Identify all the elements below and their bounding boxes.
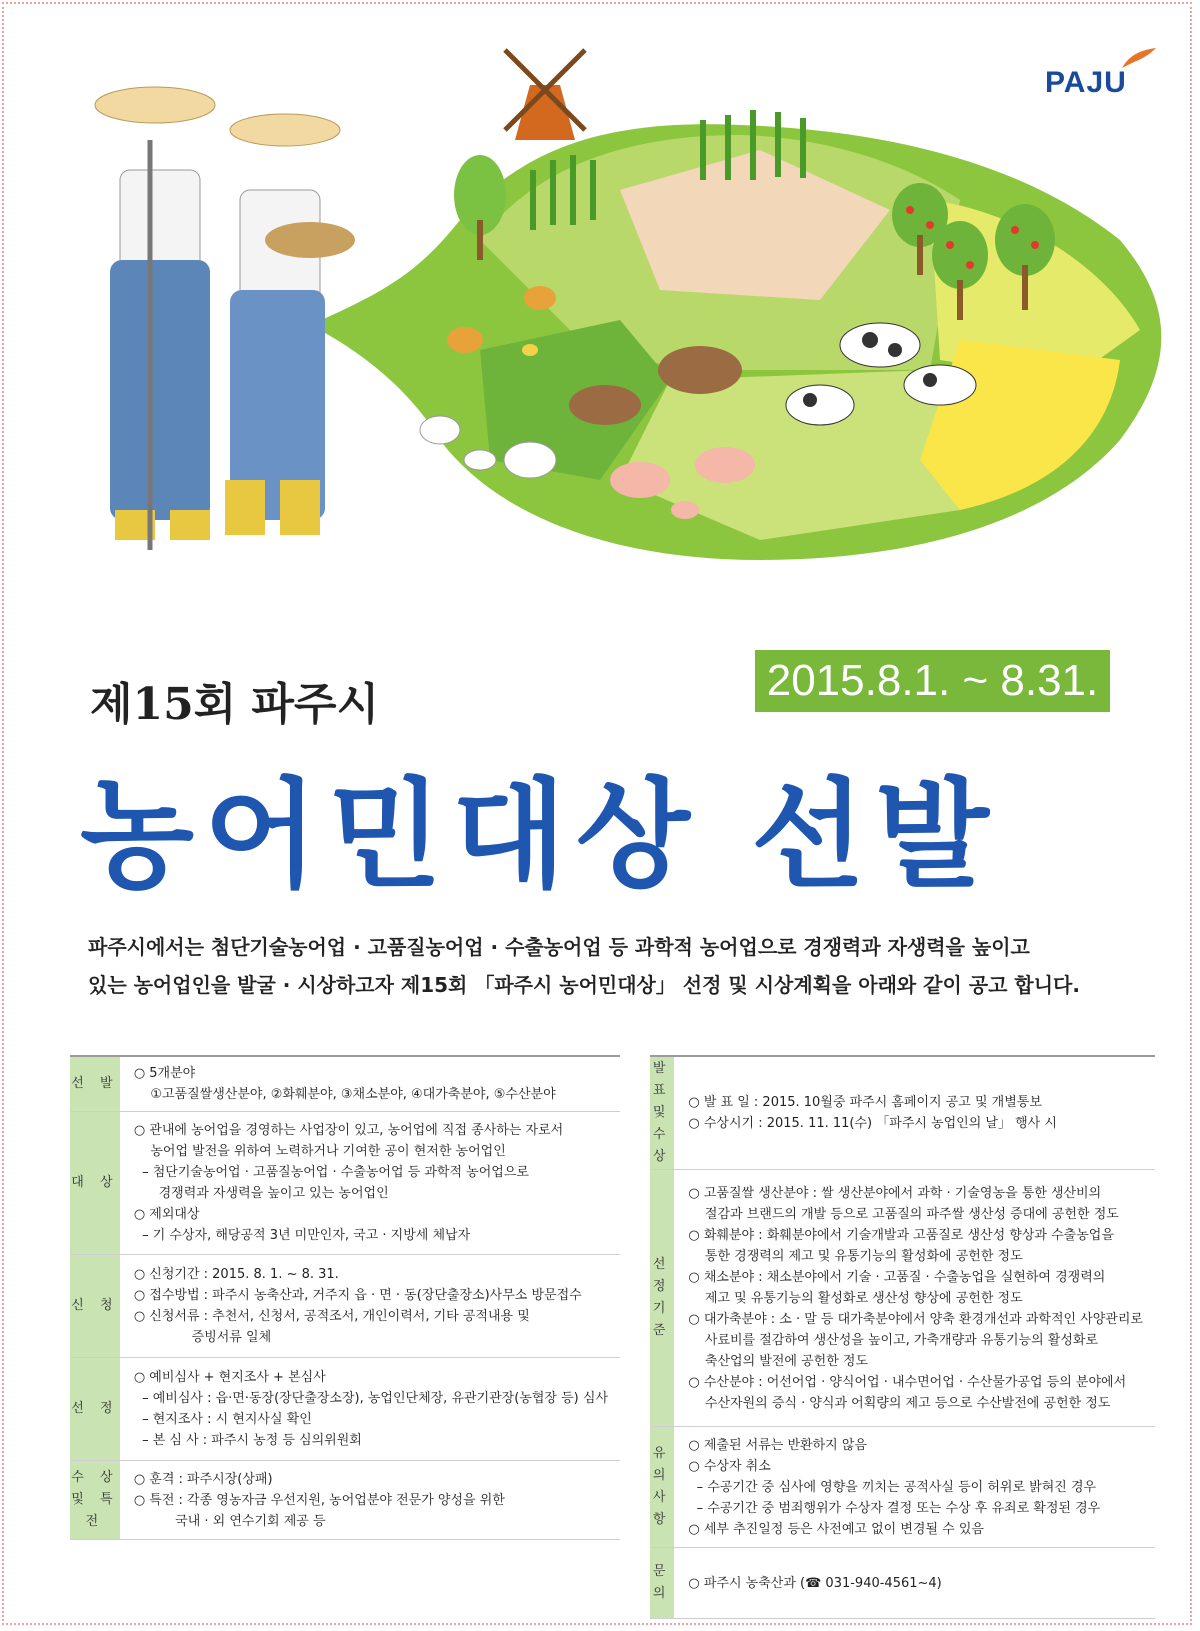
content-line: ○ 채소분야 : 채소분야에서 기술 · 고품질 · 수출농업을 실현하여 경쟁력의 [688, 1269, 1106, 1285]
row-header: 대 상 [70, 1112, 120, 1255]
intro-line: 있는 농어업인을 발굴 · 시상하고자 제15회 「파주시 농어민대상」 선정 및 시상계획을 아래와 같이 공고 합니다. [88, 973, 1080, 997]
content-line: ①고품질쌀생산분야, ②화훼분야, ③채소분야, ④대가축분야, ⑤수산분야 [133, 1087, 556, 1102]
content-line: 증빙서류 일체 [133, 1330, 272, 1345]
content-line: ○ 신청기간 : 2015. 8. 1. ~ 8. 31. [133, 1267, 339, 1282]
content-line: ○ 제외대상 [133, 1207, 200, 1222]
content-line: – 현지조사 : 시 현지사실 확인 [133, 1412, 312, 1427]
content-line: – 수공기간 중 범죄행위가 수상자 결정 또는 수상 후 유죄로 확정된 경우 [688, 1500, 1101, 1516]
content-line: ○ 세부 추진일정 등은 사전예고 없이 변경될 수 있음 [688, 1521, 984, 1537]
content-line: 제고 및 유통기능의 활성화로 생산성 향상에 공헌한 정도 [688, 1290, 1023, 1306]
farmer-couple-icon [95, 87, 355, 550]
content-line: ○ 예비심사 + 현지조사 + 본심사 [133, 1370, 326, 1385]
row-content [120, 1255, 620, 1358]
content-line: – 본 심 사 : 파주시 농정 등 심의위원회 [133, 1433, 362, 1448]
content-line: 경쟁력과 자생력을 높이고 있는 농어업인 [133, 1186, 389, 1201]
row-content [120, 1358, 620, 1461]
row-header: 발 표 및 수상 [650, 1056, 674, 1170]
left-info-table [70, 1055, 620, 1540]
intro-line: 파주시에서는 첨단기술농어업 · 고품질농어업 · 수출농어업 등 과학적 농어업으로 경쟁력과 자생력을 높이고 [88, 935, 1030, 959]
row-header: 신 청 [70, 1255, 120, 1358]
row-content [674, 1548, 1155, 1619]
table-row [70, 1112, 620, 1255]
edition-label: 제15회 파주시 [90, 679, 380, 730]
content-line: ○ 수상자 취소 [688, 1458, 771, 1474]
row-content [674, 1170, 1155, 1427]
farm-illustration [60, 40, 1180, 600]
content-line: – 수공기간 중 심사에 영향을 끼치는 공적사실 등이 허위로 밝혀진 경우 [688, 1479, 1097, 1495]
table-row [650, 1170, 1155, 1427]
row-header: 선 발 [70, 1056, 120, 1112]
content-line: ○ 특전 : 각종 영농자금 우선지원, 농어업분야 전문가 양성을 위한 [133, 1492, 505, 1508]
row-header: 선 정 기 준 [650, 1170, 674, 1427]
row-content [120, 1461, 620, 1540]
row-header: 문 의 [650, 1548, 674, 1619]
row-content [120, 1112, 620, 1255]
date-range-badge: 2015.8.1. ~ 8.31. [755, 650, 1110, 712]
content-line: – 예비심사 : 읍·면·동장(장단출장소장), 농업인단체장, 유관기관장(농협장 등) 심사 [133, 1391, 608, 1406]
content-line: ○ 훈격 : 파주시장(상패) [133, 1471, 273, 1487]
content-line: 축산업의 발전에 공헌한 정도 [688, 1353, 868, 1369]
content-line: – 기 수상자, 해당공적 3년 미만인자, 국고 · 지방세 체납자 [133, 1228, 471, 1243]
content-line: ○ 파주시 농축산과 (☎ 031-940-4561~4) [688, 1575, 942, 1591]
page-title: 농어민대상 선발 [80, 765, 999, 904]
table-row [650, 1056, 1155, 1170]
content-line: ○ 신청서류 : 추천서, 신청서, 공적조서, 개인이력서, 기타 공적내용 및 [133, 1309, 530, 1324]
row-header: 수 상 및 특전 [70, 1461, 120, 1540]
content-line: ○ 수상시기 : 2015. 11. 11(수) 「파주시 농업인의 날」 행사 시 [688, 1116, 1057, 1131]
windmill-icon [505, 50, 585, 140]
content-line: 절감과 브랜드의 개발 등으로 고품질의 파주쌀 생산성 증대에 공헌한 정도 [688, 1206, 1119, 1222]
right-info-table [650, 1055, 1155, 1619]
content-line: ○ 제출된 서류는 반환하지 않음 [688, 1437, 867, 1453]
content-line: ○ 화훼분야 : 화훼분야에서 기술개발과 고품질로 생산성 향상과 수출농업을 [688, 1227, 1114, 1243]
content-line: 사료비를 절감하여 생산성을 높이고, 가축개량과 유통기능의 활성화로 [688, 1332, 1099, 1348]
row-header: 선 정 [70, 1358, 120, 1461]
row-content [120, 1056, 620, 1112]
table-row [70, 1358, 620, 1461]
content-line: ○ 대가축분야 : 소 · 말 등 대가축분야에서 양축 환경개선과 과학적인 사양관리로 [688, 1311, 1143, 1327]
content-line: 농어업 발전을 위하여 노력하거나 기여한 공이 현저한 농어업인 [133, 1144, 506, 1159]
intro-text [88, 928, 1128, 1004]
row-header: 유 의 사 항 [650, 1427, 674, 1548]
content-line: ○ 수산분야 : 어선어업 · 양식어업 · 내수면어업 · 수산물가공업 등의 분야에서 [688, 1374, 1127, 1390]
content-line: 통한 경쟁력의 제고 및 유통기능의 활성화에 공헌한 정도 [688, 1248, 1023, 1264]
content-line: ○ 접수방법 : 파주시 농축산과, 거주지 읍 · 면 · 동(장단출장소)사무소 방문접수 [133, 1288, 582, 1303]
content-line: 수산자원의 증식 · 양식과 어획량의 제고 등으로 수산발전에 공헌한 정도 [688, 1395, 1111, 1411]
content-line: ○ 관내에 농어업을 경영하는 사업장이 있고, 농어업에 직접 종사하는 자로서 [133, 1123, 564, 1138]
content-line: 국내 · 외 연수기회 제공 등 [133, 1513, 326, 1529]
table-row [650, 1427, 1155, 1548]
content-line: – 첨단기술농어업 · 고품질농어업 · 수출농어업 등 과학적 농어업으로 [133, 1165, 529, 1180]
paju-logo: PAJU [1045, 66, 1127, 99]
row-content [674, 1056, 1155, 1170]
table-row [650, 1548, 1155, 1619]
content-line: ○ 발 표 일 : 2015. 10월중 파주시 홈페이지 공고 및 개별통보 [688, 1095, 1042, 1110]
row-content [674, 1427, 1155, 1548]
table-row [70, 1056, 620, 1112]
table-row [70, 1255, 620, 1358]
content-line: ○ 5개분야 [133, 1066, 196, 1081]
content-line: ○ 고품질쌀 생산분야 : 쌀 생산분야에서 과학 · 기술영농을 통한 생산비의 [688, 1185, 1102, 1201]
table-row [70, 1461, 620, 1540]
